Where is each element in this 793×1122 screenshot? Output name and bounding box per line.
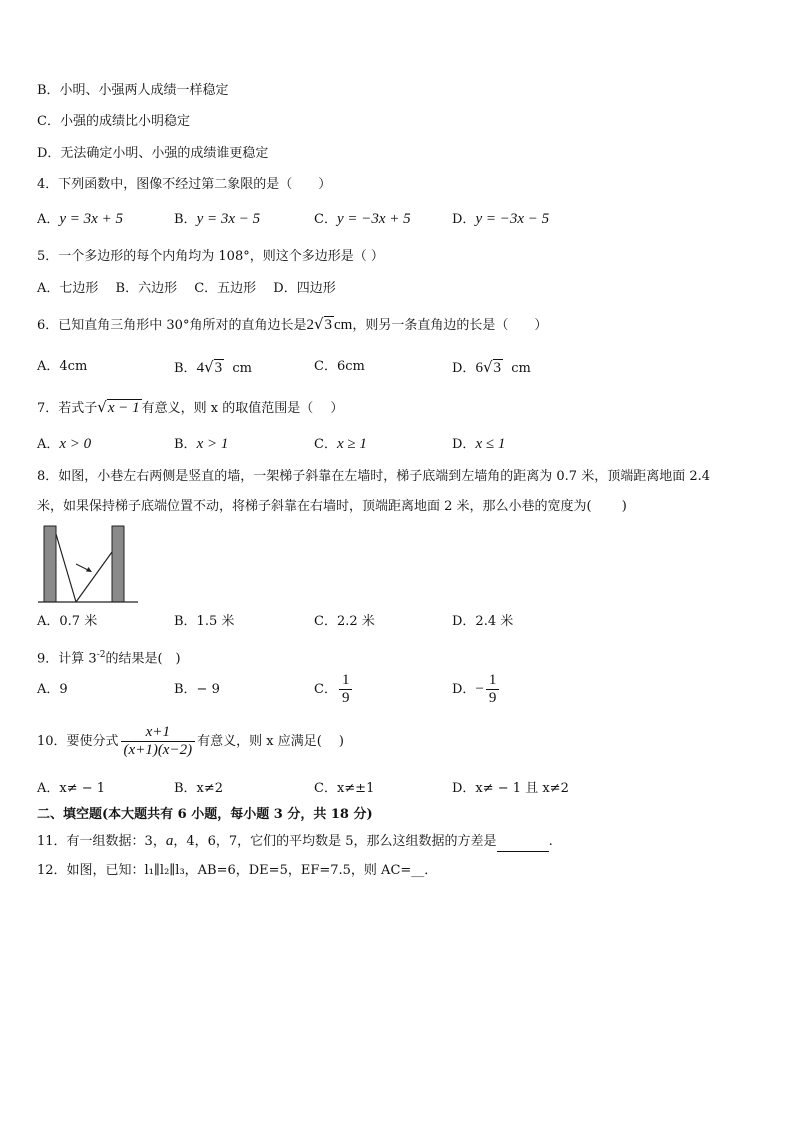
q3-option-b: B．小明、小强两人成绩一样稳定 <box>37 83 229 98</box>
q7-option-d: D．x ≤ 1 <box>452 436 506 452</box>
q3-option-c: C．小强的成绩比小明稳定 <box>37 114 190 129</box>
q10-option-a: A．x≠ − 1 <box>37 781 106 796</box>
q4-option-d: D．y = −3x − 5 <box>452 211 550 227</box>
alley-ladder-figure <box>36 522 140 606</box>
q12-stem: 12．如图，已知：l₁∥l₂∥l₃，AB=6，DE=5，EF=7.5，则 AC=__． <box>37 863 438 878</box>
q7-option-a: A．x > 0 <box>37 436 92 452</box>
q7-option-b: B．x > 1 <box>174 436 229 452</box>
q10-stem: 10．要使分式 $\frac{x+1}{(x+1)(x-2)}$ 有意义，则 x 应满足( ) <box>37 724 344 758</box>
q8-option-d: D．2.4 米 <box>452 614 514 629</box>
q7-option-c: C．x ≥ 1 <box>314 436 367 452</box>
q7-stem: 7．若式子√x − 1 有意义，则 x 的取值范围是（ ） <box>37 398 344 416</box>
q6-stem: 6．已知直角三角形中 30°角所对的直角边长是2√3 cm，则另一条直角边的长是（ ） <box>37 315 548 333</box>
q8-stem-line1: 8．如图，小巷左右两侧是竖直的墙，一架梯子斜靠在左墙时，梯子底端到左墙角的距离为 0.7 米，顶端距离地面 2.4 <box>37 469 711 484</box>
q4-stem: 4．下列函数中，图像不经过第二象限的是（ ） <box>37 177 332 192</box>
ladder-right <box>76 552 112 602</box>
q9-option-b: B．− 9 <box>174 682 220 697</box>
q9-option-d: D．− $\frac{1}{9}$ <box>452 672 501 707</box>
q10-option-b: B．x≠2 <box>174 781 224 796</box>
q10-option-c: C．x≠±1 <box>314 781 375 796</box>
q8-option-c: C．2.2 米 <box>314 614 375 629</box>
q3-option-d: D．无法确定小明、小强的成绩谁更稳定 <box>37 146 269 161</box>
q9-option-c: C． $\frac{1}{9}$ <box>314 672 354 707</box>
q10-option-d: D．x≠ − 1 且 x≠2 <box>452 781 569 796</box>
q8-option-a: A．0.7 米 <box>37 614 98 629</box>
q6-option-a: A．4cm <box>37 359 88 374</box>
q11-answer-blank <box>497 833 549 852</box>
q11-stem: 11．有一组数据：3，a，4，6，7，它们的平均数是 5，那么这组数据的方差是 . <box>37 832 553 852</box>
section-heading-fill-in: 二、填空题(本大题共有 6 小题，每小题 3 分，共 18 分) <box>37 807 373 822</box>
q9-stem: 9．计算 $3^{-2}$的结果是( ) <box>37 650 181 667</box>
q6-option-b: B．4√3 cm <box>174 358 252 376</box>
ladder-left <box>56 534 76 602</box>
left-wall <box>44 526 56 602</box>
q5-stem: 5．一个多边形的每个内角均为 108°，则这个多边形是（ ） <box>37 249 384 264</box>
q4-option-c: C．y = −3x + 5 <box>314 211 411 227</box>
q4-option-a: A．y = 3x + 5 <box>37 211 123 227</box>
q8-stem-line2: 米，如果保持梯子底端位置不动，将梯子斜靠在右墙时，顶端距离地面 2 米，那么小巷的宽度为( ) <box>37 499 627 514</box>
q4-option-b: B．y = 3x − 5 <box>174 211 261 227</box>
right-wall <box>112 526 124 602</box>
q9-option-a: A．9 <box>37 682 68 697</box>
q8-option-b: B．1.5 米 <box>174 614 235 629</box>
q5-options: A．七边形 B．六边形 C．五边形 D．四边形 <box>37 281 336 296</box>
q6-option-d: D．6√3 cm <box>452 358 531 376</box>
q6-option-c: C．6cm <box>314 359 365 374</box>
